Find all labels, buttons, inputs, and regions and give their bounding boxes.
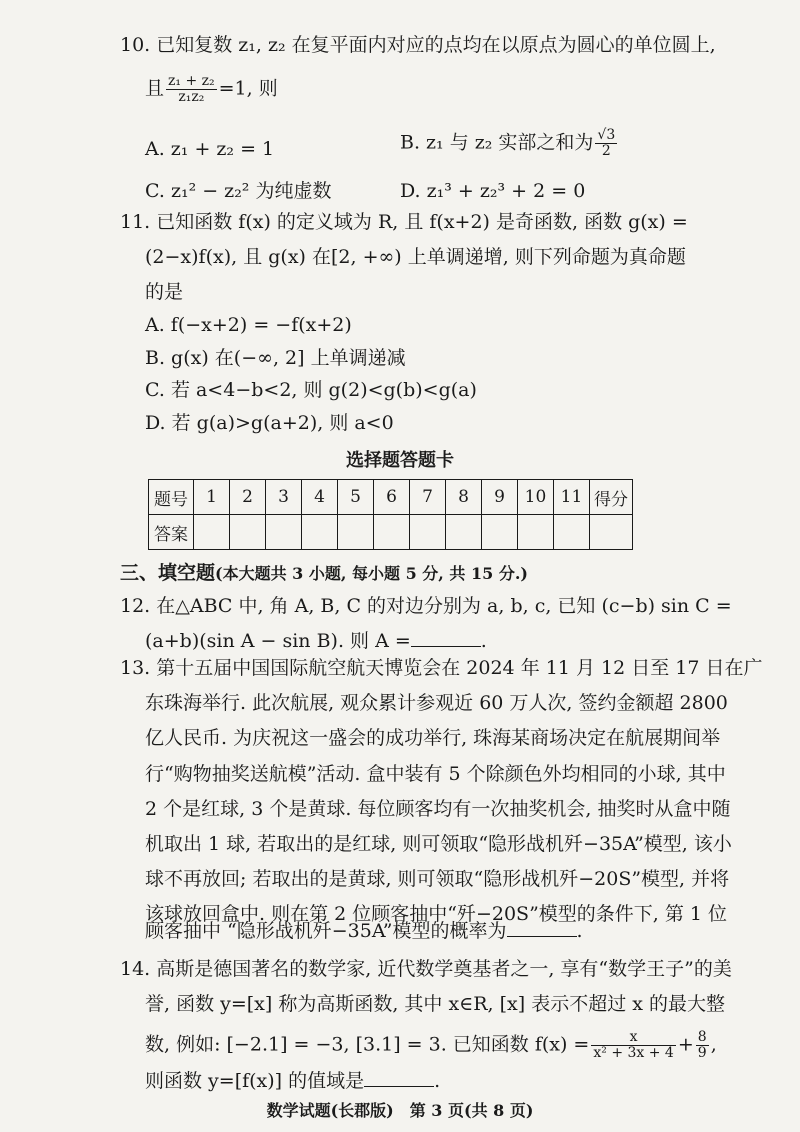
q10-option-d: D. z₁³ + z₂³ + 2 = 0	[400, 180, 586, 202]
answer-cell	[230, 515, 266, 550]
q14-frac1-den: x² + 3x + 4	[593, 1045, 674, 1061]
q13-line: 行“购物抽奖送航模”活动. 盒中装有 5 个除颜色外均相同的小球, 其中	[145, 763, 726, 785]
q13-last-line	[145, 918, 583, 944]
q14-fraction2	[696, 1030, 709, 1061]
answer-card-number: 1	[194, 480, 230, 515]
section3-note: (本大题共 3 小题, 每小题 5 分, 共 15 分.)	[215, 564, 528, 583]
q14-frac1-num: x	[591, 1030, 675, 1046]
answer-card-answer-row	[149, 515, 633, 550]
page-footer: 数学试题(长郡版) 第 3 页(共 8 页)	[266, 1101, 534, 1120]
q13-last-prefix: 顾客抽中 “隐形战机歼−35A”模型的概率为	[145, 920, 507, 942]
answer-cell	[194, 515, 230, 550]
answer-card-table	[148, 479, 633, 550]
answer-cell	[374, 515, 410, 550]
answer-card-title: 选择题答题卡	[346, 450, 454, 471]
q12-line2-prefix: (a+b)(sin A − sin B). 则 A =	[145, 630, 411, 652]
q14-plus: +	[677, 1033, 694, 1056]
q14-line4-suffix: .	[434, 1070, 441, 1092]
answer-cell	[338, 515, 374, 550]
q10-optb-fraction	[595, 128, 617, 159]
q14-line3-suffix: ,	[710, 1033, 717, 1056]
answer-cell	[302, 515, 338, 550]
q11-option-a: A. f(−x+2) = −f(x+2)	[145, 314, 352, 336]
answer-cell	[266, 515, 302, 550]
q13-line: 东珠海举行. 此次航展, 观众累计参观近 60 万人次, 签约金额超 2800	[145, 692, 728, 714]
answer-card-number: 5	[338, 480, 374, 515]
q11-option-b: B. g(x) 在(−∞, 2] 上单调递减	[145, 347, 406, 369]
answer-card-number-row	[149, 480, 633, 515]
q11-line1: 11. 已知函数 f(x) 的定义域为 R, 且 f(x+2) 是奇函数, 函数 g(x) =	[120, 211, 688, 233]
q14-line2: 誉, 函数 y=[x] 称为高斯函数, 其中 x∈R, [x] 表示不超过 x 的最大整	[145, 993, 726, 1015]
q10-optb-prefix: B. z₁ 与 z₂ 实部之和为	[400, 131, 594, 154]
q10-frac-den: z₁z₂	[178, 89, 205, 105]
q14-line1: 14. 高斯是德国著名的数学家, 近代数学奠基者之一, 享有“数学王子”的美	[120, 958, 732, 980]
q13-line: 球不再放回; 若取出的是黄球, 则可领取“隐形战机歼−20S”模型, 并将	[145, 868, 730, 890]
q14-fraction1	[591, 1030, 675, 1061]
q12-line2-suffix: .	[480, 630, 487, 652]
q10-cond-suffix: =1, 则	[218, 77, 278, 100]
q13-line: 机取出 1 球, 若取出的是红球, 则可领取“隐形战机歼−35A”模型, 该小	[145, 833, 732, 855]
answer-card-number: 9	[482, 480, 518, 515]
answer-card-number: 8	[446, 480, 482, 515]
q11-option-d: D. 若 g(a)>g(a+2), 则 a<0	[145, 412, 394, 434]
q14-line4	[145, 1068, 440, 1094]
q10-cond-prefix: 且	[145, 77, 165, 100]
q14-line4-prefix: 则函数 y=[f(x)] 的值域是	[145, 1070, 365, 1092]
q10-option-b	[400, 128, 619, 159]
q11-line3: 的是	[145, 281, 184, 303]
q14-answer-blank	[364, 1068, 434, 1087]
q13-line: 2 个是红球, 3 个是黄球. 每位顾客均有一次抽奖机会, 抽奖时从盒中随	[145, 798, 731, 820]
q14-line3	[145, 1030, 717, 1061]
q10-line1: 10. 已知复数 z₁, z₂ 在复平面内对应的点均在以原点为圆心的单位圆上,	[120, 34, 716, 56]
q10-optb-num: √3	[597, 127, 616, 143]
q13-line: 该球放回盒中. 则在第 2 位顾客抽中“歼−20S”模型的条件下, 第 1 位	[145, 903, 728, 925]
q10-condition	[145, 74, 278, 105]
section3-heading	[120, 560, 528, 587]
q12-line2	[145, 628, 487, 654]
q10-option-c: C. z₁² − z₂² 为纯虚数	[145, 180, 332, 202]
answer-card-number: 10	[518, 480, 554, 515]
answer-cell	[518, 515, 554, 550]
answer-cell	[410, 515, 446, 550]
q12-line1: 12. 在△ABC 中, 角 A, B, C 的对边分别为 a, b, c, 已知 (c−b) sin C =	[120, 595, 732, 617]
q10-frac-num: z₁ + z₂	[168, 73, 215, 89]
answer-card-number: 6	[374, 480, 410, 515]
answer-card-row2-label: 答案	[149, 515, 194, 550]
answer-card-number: 3	[266, 480, 302, 515]
score-cell	[590, 515, 633, 550]
answer-card-number: 2	[230, 480, 266, 515]
q10-optb-den: 2	[601, 143, 611, 159]
q10-option-a: A. z₁ + z₂ = 1	[145, 138, 275, 160]
q13-line: 亿人民币. 为庆祝这一盛会的成功举行, 珠海某商场决定在航展期间举	[145, 727, 721, 749]
answer-card-score-label: 得分	[590, 480, 633, 515]
answer-card-number: 7	[410, 480, 446, 515]
q12-answer-blank	[411, 628, 481, 647]
answer-card-number: 11	[554, 480, 590, 515]
q11-option-c: C. 若 a<4−b<2, 则 g(2)<g(b)<g(a)	[145, 379, 477, 401]
q10-fraction	[166, 74, 217, 105]
q13-answer-blank	[507, 918, 577, 937]
answer-card-row1-label: 题号	[149, 480, 194, 515]
answer-cell	[482, 515, 518, 550]
q13-line: 13. 第十五届中国国际航空航天博览会在 2024 年 11 月 12 日至 17 日在广	[120, 657, 763, 679]
answer-card-number: 4	[302, 480, 338, 515]
q14-line3-prefix: 数, 例如: [−2.1] = −3, [3.1] = 3. 已知函数 f(x) =	[145, 1033, 590, 1056]
section3-title: 三、填空题	[120, 562, 216, 584]
answer-cell	[554, 515, 590, 550]
answer-cell	[446, 515, 482, 550]
q14-frac2-den: 9	[697, 1045, 707, 1061]
q11-line2: (2−x)f(x), 且 g(x) 在[2, +∞) 上单调递增, 则下列命题为真命题	[145, 246, 686, 268]
q14-frac2-num: 8	[697, 1029, 707, 1045]
q13-last-suffix: .	[576, 920, 583, 942]
